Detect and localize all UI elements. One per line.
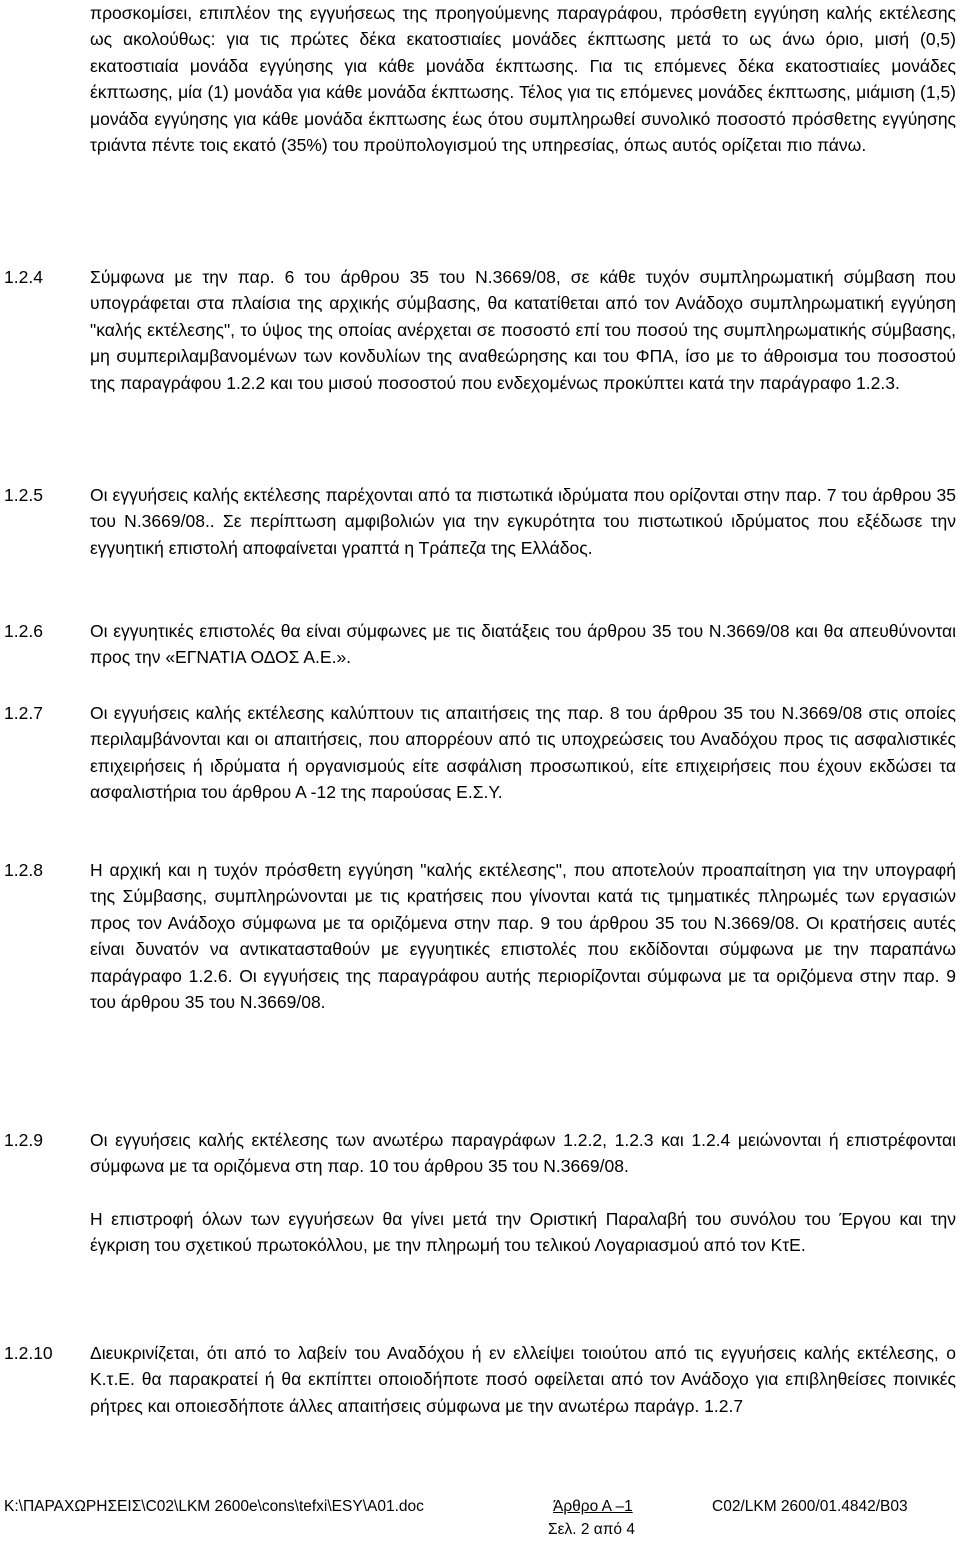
intro-paragraph-block	[90, 0, 956, 158]
section-text: Οι εγγυήσεις καλής εκτέλεσης παρέχονται από τα πιστωτικά ιδρύματα που ορίζονται στην παρ. 7 του άρθρου 35 του Ν.3669/08.. Σε περίπτωση αμφιβολιών για την εγκυρότητα του πιστωτικού ιδρύματος που εξέδωσε την εγγυητική επιστολή αποφαίνεται γραπτά η Τράπεζα της Ελλάδος.	[90, 485, 956, 558]
section-text-continued: Η επιστροφή όλων των εγγυήσεων θα γίνει μετά την Οριστική Παραλαβή του συνόλου του Έργου και την έγκριση του σχετικού πρωτοκόλλου, με την πληρωμή του τελικού Λογαριασμού από τον ΚτΕ.	[90, 1208, 956, 1256]
section-text: Οι εγγυήσεις καλής εκτέλεσης καλύπτουν τις απαιτήσεις της παρ. 8 του άρθρου 35 του Ν.3669/08 στις οποίες περιλαμβάνονται και οι απαιτήσεις, που απορρέουν από τις υποχρεώσεις του Αναδόχου προς τις ασφαλιστικές επιχειρήσεις ή ιδρύματα ή οργανισμούς είτε ασφάλιση προσωπικού, είτε επιχειρήσεις που έχουν εκδώσει τα ασφαλιστήρια του άρθρου Α -12 της παρούσας Ε.Σ.Υ.	[90, 703, 956, 803]
intro-paragraph: προσκομίσει, επιπλέον της εγγυήσεως της προηγούμενης παραγράφου, πρόσθετη εγγύηση καλής εκτέλεσης ως ακολούθως: για τις πρώτες δέκα εκατοστιαίες μονάδες έκπτωσης μετά το ως άνω όριο, μισή (0,5) εκατοστιαία μονάδα εγγύησης για κάθε μονάδα έκπτωσης. Για τις επόμενες δέκα εκατοστιαίες μονάδες έκπτωσης, μία (1) μονάδα για κάθε μονάδα έκπτωσης. Τέλος για τις επόμενες μονάδες έκπτωσης, μιάμιση (1,5) μονάδα εγγύησης για κάθε μονάδα έκπτωσης έως ότου συμπληρωθεί συνολικό ποσοστό πρόσθετης εγγύησης τριάντα πέντε τοις εκατό (35%) του προϋπολογισμού της υπηρεσίας, όπως αυτός ορίζεται πιο πάνω.	[90, 3, 956, 156]
footer-file-path: K:\ΠΑΡΑΧΩΡΗΣΕΙΣ\C02\LKM 2600e\cons\tefxi\ESY\A01.doc	[4, 1498, 424, 1515]
section-number: 1.2.5	[4, 485, 43, 505]
section-number: 1.2.10	[4, 1343, 53, 1363]
section-number: 1.2.8	[4, 860, 43, 880]
section-number: 1.2.7	[4, 703, 43, 723]
section-text: Η αρχική και η τυχόν πρόσθετη εγγύηση "καλής εκτέλεσης", που αποτελούν προαπαίτηση για την υπογραφή της Σύμβασης, συμπληρώνονται με τις κρατήσεις που γίνονται κατά τις τμηματικές πληρωμές των εργασιών προς τον Ανάδοχο σύμφωνα με τα οριζόμενα στην παρ. 9 του άρθρου 35 του Ν.3669/08. Οι κρατήσεις αυτές είναι δυνατόν να αντικατασταθούν με εγγυητικές επιστολές που εκδίδονται σύμφωνα με την παραπάνω παράγραφο 1.2.6. Οι εγγυήσεις της παραγράφου αυτής περιορίζονται σύμφωνα με τα οριζόμενα στην παρ. 9 του άρθρου 35 του Ν.3669/08.	[90, 860, 956, 1013]
section-text: Οι εγγυητικές επιστολές θα είναι σύμφωνες με τις διατάξεις του άρθρου 35 του Ν.3669/08 και θα απευθύνονται προς την «ΕΓΝΑΤΙΑ ΟΔΟΣ Α.Ε.».	[90, 621, 956, 668]
section-number: 1.2.6	[4, 621, 43, 641]
section-text: Οι εγγυήσεις καλής εκτέλεσης των ανωτέρω παραγράφων 1.2.2, 1.2.3 και 1.2.4 μειώνονται ή επιστρέφονται σύμφωνα με τα οριζόμενα στη παρ. 10 του άρθρου 35 του Ν.3669/08.	[90, 1130, 956, 1177]
footer-page-number: Σελ. 2 από 4	[548, 1521, 635, 1538]
footer-document-code: C02/LKM 2600/01.4842/B03	[712, 1498, 908, 1515]
section-text: Διευκρινίζεται, ότι από το λαβείν του Αναδόχου ή εν ελλείψει τοιούτου από τις εγγυήσεις καλής εκτέλεσης, ο Κ.τ.Ε. θα παρακρατεί ή θα εκπίπτει οποιοδήποτε ποσό οφείλεται από τον Ανάδοχο για επιβληθείσες ποινικές ρήτρες και οποιεσδήποτε άλλες απαιτήσεις σύμφωνα με την ανωτέρω παράγρ. 1.2.7	[90, 1343, 956, 1416]
section-number: 1.2.9	[4, 1130, 43, 1150]
section-number: 1.2.4	[4, 267, 43, 287]
footer-article: Άρθρο Α –1	[553, 1498, 633, 1515]
section-text: Σύμφωνα με την παρ. 6 του άρθρου 35 του Ν.3669/08, σε κάθε τυχόν συμπληρωματική σύμβαση που υπογράφεται στα πλαίσια της αρχικής σύμβασης, θα κατατίθεται από τον Ανάδοχο συμπληρωματική εγγύηση "καλής εκτέλεσης", το ύψος της οποίας ανέρχεται σε ποσοστό επί του ποσού της συμπληρωματικής σύμβασης, μη συμπεριλαμβανομένων των κονδυλίων της αναθεώρησης και του ΦΠΑ, ίσο με το άθροισμα του ποσοστού της παραγράφου 1.2.2 και του μισού ποσοστού που ενδεχομένως προκύπτει κατά την παράγραφο 1.2.3.	[90, 267, 956, 393]
